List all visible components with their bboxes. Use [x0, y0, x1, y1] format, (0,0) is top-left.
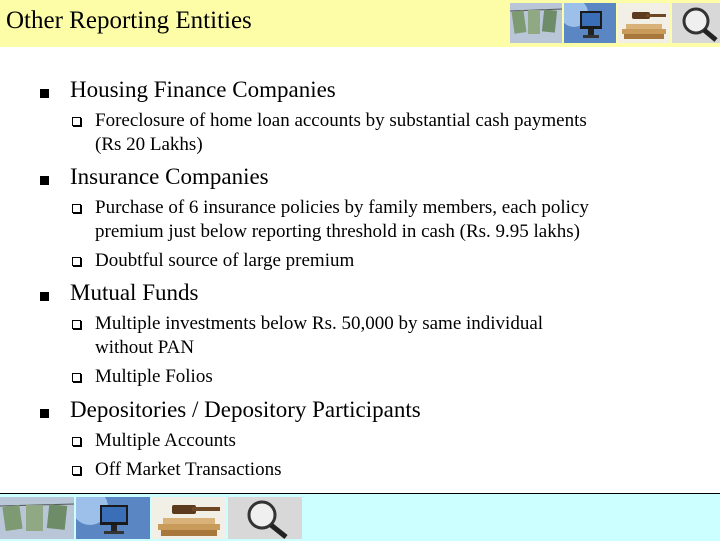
footer-image-strip [0, 497, 302, 539]
list-item-line: Off Market Transactions [95, 459, 282, 480]
bullet-box-icon [72, 373, 81, 382]
bullet-box-icon [72, 466, 81, 475]
section-heading: Insurance Companies [70, 164, 269, 189]
list-item-line: Multiple Folios [95, 366, 213, 387]
bullet-box-icon [72, 257, 81, 266]
bullet-square-icon [40, 292, 49, 301]
section-heading: Housing Finance Companies [70, 77, 336, 102]
bullet-box-icon [72, 117, 81, 126]
money-clothesline-image [0, 497, 74, 539]
list-item-line: Multiple investments below Rs. 50,000 by same individual [95, 313, 544, 334]
list-item-line: Purchase of 6 insurance policies by family members, each policy [95, 197, 589, 218]
bullet-square-icon [40, 89, 49, 98]
list-item-line: Multiple Accounts [95, 430, 236, 451]
bullet-square-icon [40, 409, 49, 418]
list-item-line: premium just below reporting threshold in cash (Rs. 9.95 lakhs) [95, 221, 580, 242]
section-heading: Depositories / Depository Participants [70, 397, 421, 422]
list-item-line: Doubtful source of large premium [95, 250, 355, 271]
bullet-box-icon [72, 204, 81, 213]
bullet-square-icon [40, 176, 49, 185]
slide-title: Other Reporting Entities [6, 7, 252, 34]
gavel-books-image [152, 497, 226, 539]
bullet-box-icon [72, 437, 81, 446]
bullet-box-icon [72, 320, 81, 329]
section-heading: Mutual Funds [70, 280, 199, 305]
list-item-line: (Rs 20 Lakhs) [95, 134, 203, 155]
computer-monitor-image [76, 497, 150, 539]
list-item-line: without PAN [95, 337, 195, 358]
magnifying-glass-image [228, 497, 302, 539]
list-item-line: Foreclosure of home loan accounts by substantial cash payments [95, 110, 587, 131]
